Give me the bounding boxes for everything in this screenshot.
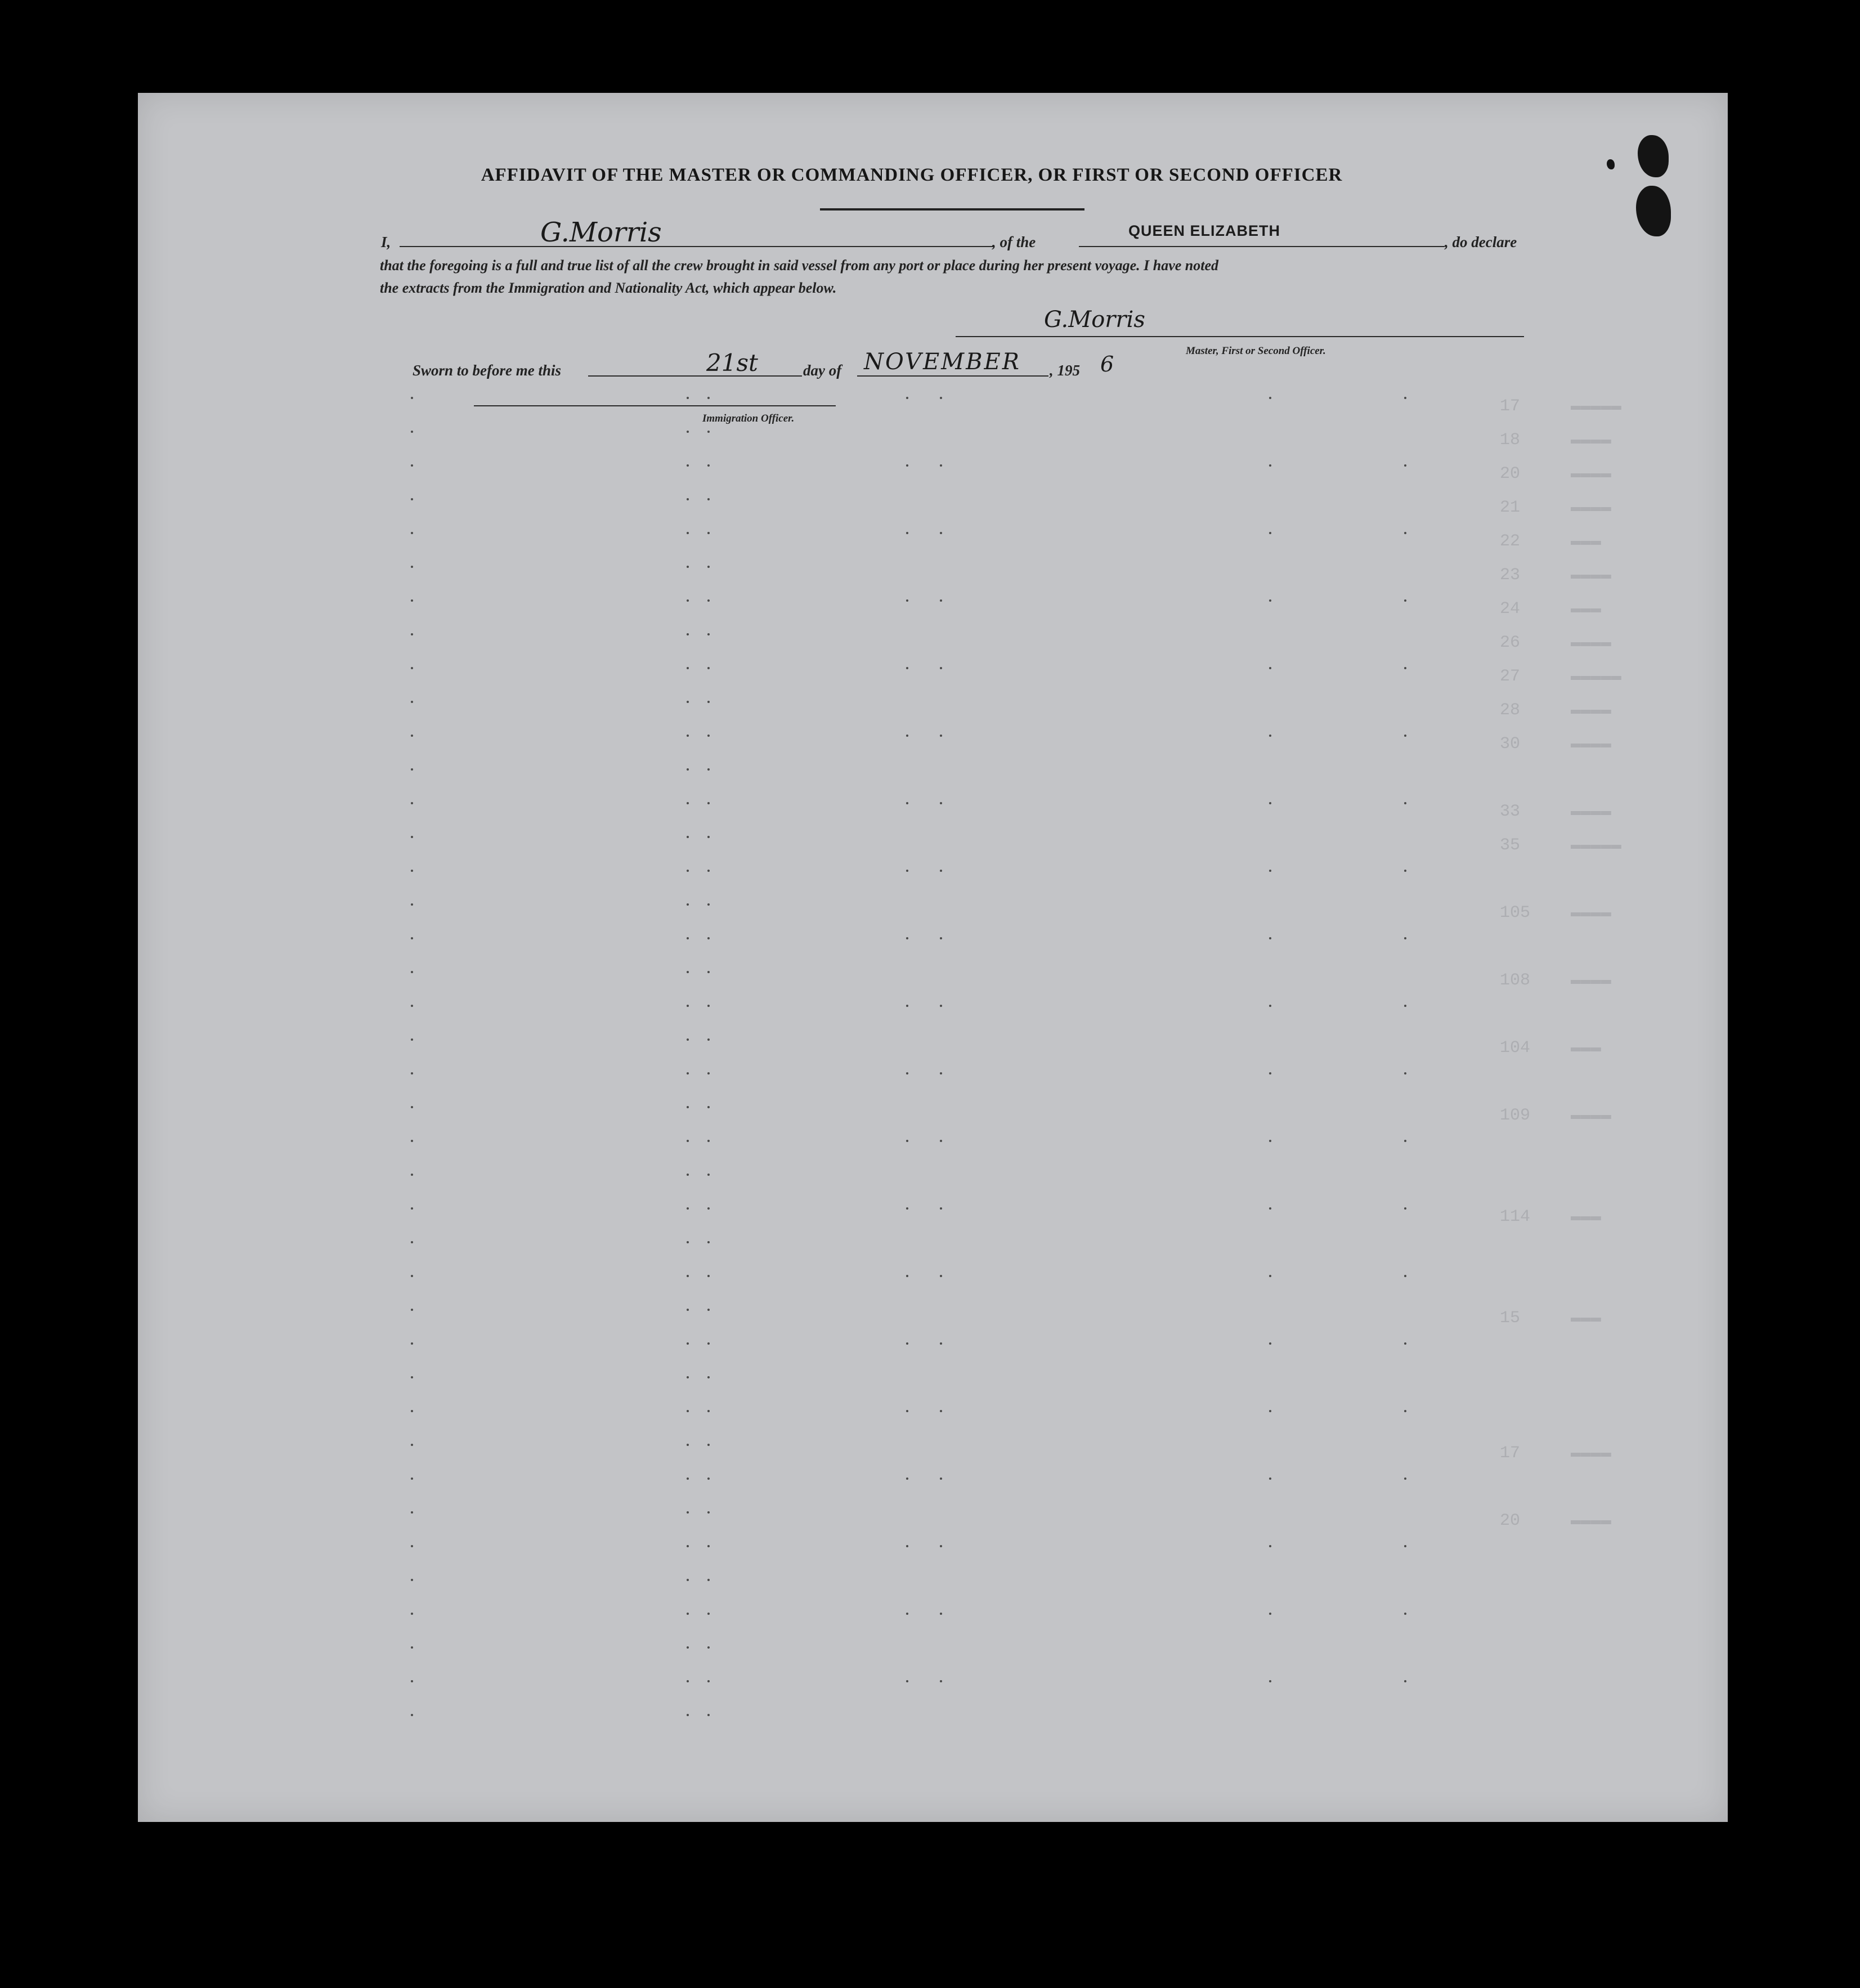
bleed-through-text: 17 ▬▬▬▬: [1500, 1444, 1612, 1463]
registration-dot: [707, 1444, 710, 1446]
registration-dot: [1404, 1613, 1406, 1615]
registration-dot: [1404, 735, 1406, 737]
registration-dot: [707, 1106, 710, 1108]
registration-dot: [940, 802, 942, 804]
bleed-through-text: 114 ▬▬▬: [1500, 1207, 1602, 1226]
registration-dot: [411, 1545, 413, 1547]
registration-dot: [940, 1207, 942, 1210]
registration-dot: [1269, 1005, 1271, 1007]
registration-dot: [707, 498, 710, 500]
bleed-through-text: 35 ▬▬▬▬▬: [1500, 836, 1622, 855]
registration-dot: [906, 1410, 908, 1412]
registration-dot: [707, 903, 710, 906]
registration-dot: [707, 836, 710, 838]
registration-dot: [707, 431, 710, 433]
registration-dot: [940, 1477, 942, 1480]
declaration-line-3: the extracts from the Immigration and Nationality Act, which appear below.: [380, 280, 837, 296]
registration-dot: [940, 735, 942, 737]
registration-dot: [906, 532, 908, 534]
bleed-through-text: 15 ▬▬▬: [1500, 1309, 1602, 1328]
registration-dot: [906, 1342, 908, 1345]
registration-dot: [940, 1613, 942, 1615]
registration-dot: [940, 667, 942, 669]
officer-signature-line: [956, 336, 1524, 337]
registration-dot: [906, 1680, 908, 1682]
sworn-month-blank: [857, 375, 1048, 377]
registration-dot: [940, 1680, 942, 1682]
registration-dot: [906, 735, 908, 737]
registration-dot: [687, 768, 689, 771]
registration-dot: [1269, 1477, 1271, 1480]
registration-dot: [411, 498, 413, 500]
registration-dot: [906, 667, 908, 669]
registration-dot: [940, 1275, 942, 1277]
bleed-through-text: 21 ▬▬▬▬: [1500, 498, 1612, 517]
registration-dot: [707, 701, 710, 703]
registration-dot: [687, 633, 689, 635]
registration-dot: [1269, 1342, 1271, 1345]
ink-stain: [1636, 186, 1671, 236]
registration-dot: [906, 937, 908, 939]
registration-dot: [707, 1511, 710, 1514]
registration-dot: [707, 1646, 710, 1649]
registration-dot: [411, 1410, 413, 1412]
registration-dot: [707, 1038, 710, 1041]
registration-dot: [940, 599, 942, 602]
registration-dot: [707, 633, 710, 635]
registration-dot: [707, 1072, 710, 1074]
registration-dot: [687, 1207, 689, 1210]
registration-dot: [411, 1579, 413, 1581]
registration-dot: [687, 1714, 689, 1716]
registration-dot: [1404, 937, 1406, 939]
registration-dot: [1404, 599, 1406, 602]
registration-dot: [906, 1072, 908, 1074]
registration-dot: [687, 1106, 689, 1108]
registration-dot: [707, 735, 710, 737]
registration-dot: [687, 599, 689, 602]
registration-dot: [1269, 464, 1271, 467]
registration-dot: [1404, 802, 1406, 804]
bleed-through-text: 26 ▬▬▬▬: [1500, 633, 1612, 652]
registration-dot: [940, 1005, 942, 1007]
registration-dot: [707, 1714, 710, 1716]
registration-dot: [411, 1477, 413, 1480]
registration-dot: [687, 667, 689, 669]
ink-stain: [1607, 159, 1615, 169]
registration-dot: [411, 1072, 413, 1074]
registration-dot: [707, 1309, 710, 1311]
registration-dot: [1269, 1140, 1271, 1142]
registration-dot: [1404, 1342, 1406, 1345]
registration-dot: [687, 1579, 689, 1581]
registration-dot: [906, 1207, 908, 1210]
registration-dot: [411, 431, 413, 433]
registration-dot: [687, 498, 689, 500]
bleed-through-text: 20 ▬▬▬▬: [1500, 464, 1612, 483]
immigration-caption: Immigration Officer.: [702, 413, 795, 424]
registration-dot: [1404, 1477, 1406, 1480]
registration-dot: [1404, 532, 1406, 534]
bleed-through-text: 18 ▬▬▬▬: [1500, 431, 1612, 450]
registration-dot: [411, 1613, 413, 1615]
registration-dot: [1404, 667, 1406, 669]
registration-dot: [411, 464, 413, 467]
bleed-through-text: 23 ▬▬▬▬: [1500, 566, 1612, 585]
registration-dot: [411, 532, 413, 534]
registration-dot: [687, 870, 689, 872]
registration-dot: [411, 397, 413, 399]
registration-dot: [707, 667, 710, 669]
registration-dot: [411, 1174, 413, 1176]
registration-dot: [906, 1545, 908, 1547]
registration-dot: [707, 1680, 710, 1682]
registration-dot: [707, 768, 710, 771]
registration-dot: [1404, 397, 1406, 399]
registration-dot: [411, 1376, 413, 1378]
registration-dot: [707, 1579, 710, 1581]
registration-dot: [1404, 1545, 1406, 1547]
registration-dot: [687, 802, 689, 804]
registration-dot: [411, 937, 413, 939]
registration-dot: [1269, 870, 1271, 872]
registration-dot: [411, 1680, 413, 1682]
bleed-through-text: 109 ▬▬▬▬: [1500, 1106, 1612, 1125]
registration-dot: [411, 566, 413, 568]
registration-dot: [707, 1140, 710, 1142]
registration-dot: [1404, 1275, 1406, 1277]
registration-dot: [1269, 1275, 1271, 1277]
registration-dot: [707, 1241, 710, 1243]
registration-dot: [707, 1275, 710, 1277]
declaration-line-2: that the foregoing is a full and true list of all the crew brought in said vessel from any port or place during her present voyage. I have noted: [380, 257, 1219, 274]
bleed-through-text: 24 ▬▬▬: [1500, 599, 1602, 619]
registration-dot: [707, 599, 710, 602]
registration-dot: [707, 1342, 710, 1345]
registration-dot: [940, 937, 942, 939]
bleed-through-text: 108 ▬▬▬▬: [1500, 971, 1612, 990]
registration-dot: [687, 701, 689, 703]
registration-dot: [411, 599, 413, 602]
registration-dot: [411, 1106, 413, 1108]
registration-dot: [687, 1309, 689, 1311]
registration-dot: [411, 701, 413, 703]
registration-dot: [707, 870, 710, 872]
registration-dot: [687, 1342, 689, 1345]
bleed-through-text: 105 ▬▬▬▬: [1500, 903, 1612, 923]
registration-dot: [906, 802, 908, 804]
registration-dot: [707, 1613, 710, 1615]
registration-dot: [687, 1680, 689, 1682]
ink-stain: [1638, 135, 1669, 177]
affidavit-heading: AFFIDAVIT OF THE MASTER OR COMMANDING OFFICER, OR FIRST OR SECOND OFFICER: [481, 165, 1343, 185]
registration-dot: [1269, 1680, 1271, 1682]
registration-dot: [940, 1410, 942, 1412]
registration-dot: [411, 1207, 413, 1210]
bleed-through-text: 27 ▬▬▬▬▬: [1500, 667, 1622, 686]
registration-dot: [1269, 532, 1271, 534]
registration-dot: [411, 1714, 413, 1716]
registration-dot: [1269, 1410, 1271, 1412]
registration-dot: [411, 1646, 413, 1649]
registration-dot: [411, 1241, 413, 1243]
registration-dot: [687, 1477, 689, 1480]
registration-dot: [687, 1072, 689, 1074]
vessel-name: QUEEN ELIZABETH: [1128, 222, 1281, 239]
registration-dot: [411, 1511, 413, 1514]
registration-dot: [707, 464, 710, 467]
registration-dot: [906, 599, 908, 602]
registration-dot: [687, 397, 689, 399]
registration-dot: [687, 1545, 689, 1547]
registration-dot: [940, 464, 942, 467]
registration-dot: [707, 1174, 710, 1176]
registration-dot: [411, 633, 413, 635]
registration-dot: [687, 1140, 689, 1142]
registration-dot: [411, 1275, 413, 1277]
registration-dot: [707, 1545, 710, 1547]
registration-dot: [906, 1140, 908, 1142]
registration-dot: [1269, 802, 1271, 804]
registration-dot: [687, 464, 689, 467]
registration-dot: [707, 1477, 710, 1480]
registration-dot: [940, 397, 942, 399]
year-prefix: , 195: [1050, 362, 1080, 379]
registration-dot: [687, 1511, 689, 1514]
registration-dot: [687, 1444, 689, 1446]
registration-dot: [1269, 1072, 1271, 1074]
registration-dot: [1404, 1207, 1406, 1210]
registration-dot: [1404, 1140, 1406, 1142]
vessel-blank: [1079, 246, 1445, 247]
registration-dot: [1269, 667, 1271, 669]
registration-dot: [1269, 397, 1271, 399]
registration-dot: [906, 1005, 908, 1007]
registration-dot: [411, 903, 413, 906]
registration-dot: [411, 1444, 413, 1446]
registration-dot: [687, 1410, 689, 1412]
registration-dot: [1269, 1613, 1271, 1615]
sworn-day-blank: [588, 375, 802, 377]
registration-dot: [1269, 937, 1271, 939]
registration-dot: [1269, 1207, 1271, 1210]
registration-dot: [707, 566, 710, 568]
registration-dot: [687, 735, 689, 737]
registration-dot: [1404, 1005, 1406, 1007]
immigration-officer-line: [474, 405, 836, 406]
day-of-label: day of: [803, 362, 842, 379]
registration-dot: [940, 1342, 942, 1345]
registration-dot: [940, 532, 942, 534]
registration-dot: [707, 1410, 710, 1412]
registration-dot: [687, 1241, 689, 1243]
registration-dot: [411, 971, 413, 973]
registration-dot: [411, 870, 413, 872]
do-declare-label: , do declare: [1445, 234, 1517, 250]
bleed-through-text: 30 ▬▬▬▬: [1500, 735, 1612, 754]
declarant-prefix: I,: [381, 234, 391, 250]
officer-caption: Master, First or Second Officer.: [1186, 345, 1326, 357]
registration-dot: [906, 870, 908, 872]
registration-dot: [906, 1275, 908, 1277]
registration-dot: [687, 1005, 689, 1007]
registration-dot: [1404, 1072, 1406, 1074]
registration-dot: [707, 1376, 710, 1378]
registration-dot: [1269, 1545, 1271, 1547]
registration-dot: [707, 532, 710, 534]
declarant-blank: [400, 246, 993, 247]
bleed-through-text: 22 ▬▬▬: [1500, 532, 1602, 551]
registration-dot: [687, 1174, 689, 1176]
registration-dot: [411, 1005, 413, 1007]
bleed-through-text: 33 ▬▬▬▬: [1500, 802, 1612, 821]
declarant-signature: G.Morris: [540, 217, 662, 248]
bleed-through-text: 104 ▬▬▬: [1500, 1038, 1602, 1058]
registration-dot: [411, 735, 413, 737]
year-digit: 6: [1100, 352, 1114, 377]
registration-dot: [906, 1477, 908, 1480]
registration-dot: [707, 802, 710, 804]
registration-dot: [906, 464, 908, 467]
heading-underline: [820, 208, 1084, 211]
sworn-day: 21st: [706, 349, 758, 377]
registration-dot: [687, 1275, 689, 1277]
registration-dot: [687, 1613, 689, 1615]
registration-dot: [1404, 1680, 1406, 1682]
registration-dot: [906, 397, 908, 399]
registration-dot: [707, 971, 710, 973]
registration-dot: [1269, 735, 1271, 737]
registration-dot: [687, 903, 689, 906]
registration-dot: [687, 532, 689, 534]
officer-signature: G.Morris: [1044, 307, 1145, 333]
registration-dot: [411, 1038, 413, 1041]
registration-dot: [707, 937, 710, 939]
of-the-label: , of the: [992, 234, 1036, 250]
registration-dot: [687, 937, 689, 939]
registration-dot: [940, 870, 942, 872]
registration-dot: [1404, 464, 1406, 467]
registration-dot: [687, 431, 689, 433]
registration-dot: [687, 971, 689, 973]
registration-dot: [940, 1545, 942, 1547]
registration-dot: [411, 667, 413, 669]
registration-dot: [1404, 1410, 1406, 1412]
registration-dot: [940, 1140, 942, 1142]
registration-dot: [687, 1646, 689, 1649]
bleed-through-text: 28 ▬▬▬▬: [1500, 701, 1612, 720]
sworn-month: NOVEMBER: [864, 349, 1021, 375]
registration-dot: [411, 1342, 413, 1345]
registration-dot: [411, 1140, 413, 1142]
registration-dot: [687, 1376, 689, 1378]
registration-dot: [707, 397, 710, 399]
registration-dot: [940, 1072, 942, 1074]
registration-dot: [411, 802, 413, 804]
bleed-through-text: 17 ▬▬▬▬▬: [1500, 397, 1622, 416]
registration-dot: [687, 1038, 689, 1041]
registration-dot: [411, 768, 413, 771]
registration-dot: [707, 1207, 710, 1210]
registration-dot: [1404, 870, 1406, 872]
registration-dot: [906, 1613, 908, 1615]
registration-dot: [411, 836, 413, 838]
registration-dot: [707, 1005, 710, 1007]
bleed-through-text: 20 ▬▬▬▬: [1500, 1511, 1612, 1530]
document-sheet: [138, 93, 1728, 1822]
registration-dot: [687, 566, 689, 568]
registration-dot: [1269, 599, 1271, 602]
sworn-label: Sworn to before me this: [413, 362, 562, 379]
registration-dot: [687, 836, 689, 838]
registration-dot: [411, 1309, 413, 1311]
